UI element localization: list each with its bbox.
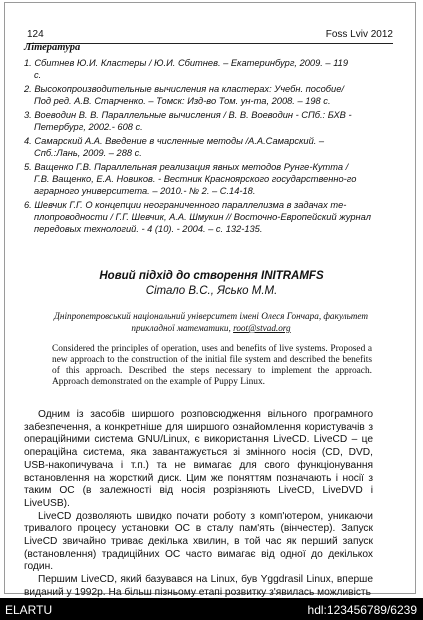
abstract: Considered the principles of operation, uses and benefits of live systems. Proposed a new approach to the construction of the initial file system and described the benefits of this approach. Described the steps necessary to implement the approach. Approach demonstrated on the example of Puppy Linux.: [52, 344, 372, 387]
running-header: [27, 29, 393, 44]
body-paragraph: Одним із засобів ширшого розповсюдження вільного програмного забезпечення, а конкретніше для ширшого ознайомлення користувачів з операційними система GNU/Linux, є використання LiveCD. LiveCD – це операційна система, яка завантажується зі змінного носія (CD, DVD, USB-накопичувача і т.п.) та не вимагає для свого функціонування встановлення на жорсткий диск. Цим же поняттям позначають і носії з таким ОС (в залежності від носія розрізняють LiveCD, LiveDVD і LiveUSB).: [24, 409, 373, 509]
journal-name: Foss Lviv 2012: [325, 29, 393, 40]
author-email-link[interactable]: root@stvad.org: [233, 323, 291, 333]
page-number: 124: [27, 29, 44, 40]
affiliation-text: Дніпропетровський національний університет імені Олеся Гончара, факультет прикладної математики,: [54, 311, 368, 333]
reference-item: 6. Шевчик Г.Г. О концепции неограниченного параллелизма в задачах те- плопроводности / Г.Г. Шевчик, А.А. Шмукин // Восточно-Европейский журнал передовых технологий. - 4 (10). - 2004. – с. 132-135.: [24, 200, 371, 234]
reference-item: 4. Самарский А.А. Введение в численные методы /А.А.Самарский. – Спб.:Лань, 2009. – 288 с.: [24, 136, 325, 158]
literature-heading: Література: [24, 42, 81, 53]
footer-bar: [0, 598, 423, 620]
repository-label: ELARTU: [5, 603, 53, 617]
handle-id: hdl:123456789/6239: [307, 603, 417, 617]
reference-item: 5. Ващенко Г.В. Параллельная реализация явных методов Рунге-Кутта / Г.В. Ващенко, Е.А. Новиков. - Вестник Красноярского государственно-го аграрного университета. – 2010.- № 2. – С.14-18.: [24, 162, 357, 196]
reference-list: [24, 57, 374, 237]
body-paragraph: Першим LiveCD, який базувався на Linux, був Yggdrasil Linux, вперше виданий у 1992р. На більш пізньому етапі розвитку з'явилась можливість: [24, 574, 373, 598]
reference-item: 3. Воеводин В. В. Параллельные вычисления / В. В. Воеводин - СПб.: БХВ - Петербург, 2002.- 608 с.: [24, 110, 352, 132]
reference-item: 2. Высокопроизводительные вычисления на кластерах: Учебн. пособие/ Под ред. А.В. Старченко. – Томск: Изд-во Том. ун-та, 2008. – 198 с.: [24, 84, 344, 106]
body-paragraph: LiveCD дозволяють швидко почати роботу з комп'ютером, уникаючи тривалого процесу установки ОС в сталу пам'ять (вінчестер). Запуск LiveCD звичайно триває декілька хвилин, в той час як перший запуск (встановлення) традиційних ОС часто вимагає від одної до декількох годин.: [24, 510, 373, 573]
article-title: Новий підхід до створення INITRAMFS: [99, 270, 324, 282]
article-body: [24, 409, 373, 600]
affiliation: [36, 310, 386, 334]
article-authors: Сітало В.С., Ясько М.М.: [145, 285, 278, 297]
reference-item: 1. Сбитнев Ю.И. Кластеры / Ю.И. Сбитнев. – Екатеринбург, 2009. – 119 с.: [24, 58, 349, 80]
